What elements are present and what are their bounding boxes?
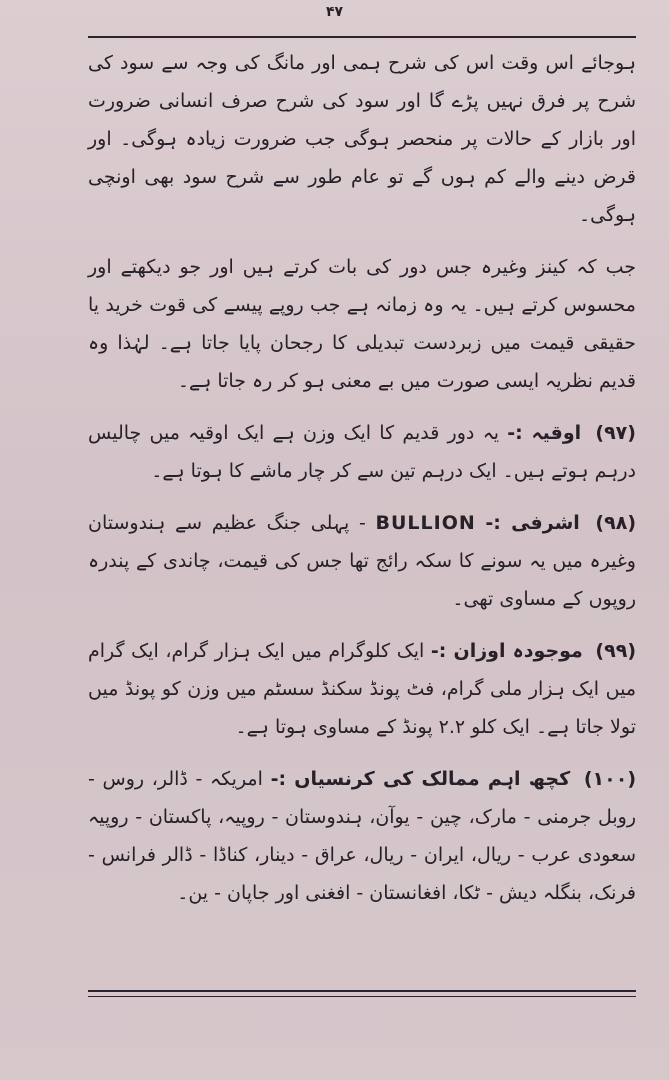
header-rule xyxy=(88,36,636,38)
entry-number: (۹۸) xyxy=(595,512,636,534)
entry-99 xyxy=(88,632,636,746)
entry-100 xyxy=(88,760,636,912)
entry-number: (۹۷) xyxy=(595,422,636,444)
entry-text: امریکہ - ڈالر، روس - روبل جرمنی - مارک، چین - یوآن، ہندوستان - روپیہ، پاکستان - روپیہ سعودی عرب - ریال، ایران - ریال، عراق - دینار، کناڈا - ڈالر فرانس - فرنک، بنگلہ دیش - ٹکا، افغانستان - افغنی اور جاپان - ین۔ xyxy=(88,768,636,904)
entry-98 xyxy=(88,504,636,618)
entry-term: کچھ اہم ممالک کی کرنسیاں :- xyxy=(270,768,571,790)
entry-text: - پہلی جنگ عظیم سے ہندوستان وغیرہ میں یہ سونے کا سکہ رائج تھا جس کی قیمت، چاندی کے پندرہ روپوں کے مساوی تھی۔ xyxy=(88,512,636,610)
page-number: ۴۷ xyxy=(325,4,344,20)
entry-number: (۱۰۰) xyxy=(583,768,636,790)
entry-number: (۹۹) xyxy=(595,640,636,662)
entry-term: موجودہ اوزان :- xyxy=(430,640,583,662)
paragraph-interest-rate: ہوجائے اس وقت اس کی شرح ہمی اور مانگ کی وجہ سے سود کی شرح پر فرق نہیں پڑے گا اور سود کی شرح صرف انسانی ضرورت اور بازار کے حالات پر منحصر ہوگی جب ضرورت زیادہ ہوگی۔ اور قرض دینے والے کم ہوں گے تو عام طور سے شرح سود بھی اونچی ہوگی۔ xyxy=(88,52,636,226)
entry-term: اشرفی :- xyxy=(485,512,580,534)
entry-text: یہ دور قدیم کا ایک وزن ہے ایک اوقیہ میں چالیس درہم ہوتے ہیں۔ ایک درہم تین سے کر چار ماشے کا ہوتا ہے۔ xyxy=(88,422,636,482)
paragraph-keynes: جب کہ کینز وغیرہ جس دور کی بات کرتے ہیں اور جو دیکھتے اور محسوس کرتے ہیں۔ یہ وہ زمانہ ہے جب روپے پیسے کی قوت خرید یا حقیقی قیمت میں زبردست تبدیلی کا رجحان پایا جاتا ہے۔ لہٰذا وہ قدیم نظریہ ایسی صورت میں بے معنی ہو کر رہ جاتا ہے۔ xyxy=(88,256,636,392)
page-body xyxy=(88,44,636,912)
entry-97 xyxy=(88,414,636,490)
footer-rule xyxy=(88,990,636,992)
entry-term: اوقیہ :- xyxy=(507,422,582,444)
footer-rule-thin xyxy=(88,996,636,997)
entry-latin-term: BULLION xyxy=(375,512,476,534)
entry-text: ایک کلوگرام میں ایک ہزار گرام، ایک گرام میں ایک ہزار ملی گرام، فٹ پونڈ سکنڈ سسٹم میں وزن کو پونڈ میں تولا جاتا ہے۔ ایک کلو ۲.۲ پونڈ کے مساوی ہوتا ہے۔ xyxy=(88,640,636,738)
